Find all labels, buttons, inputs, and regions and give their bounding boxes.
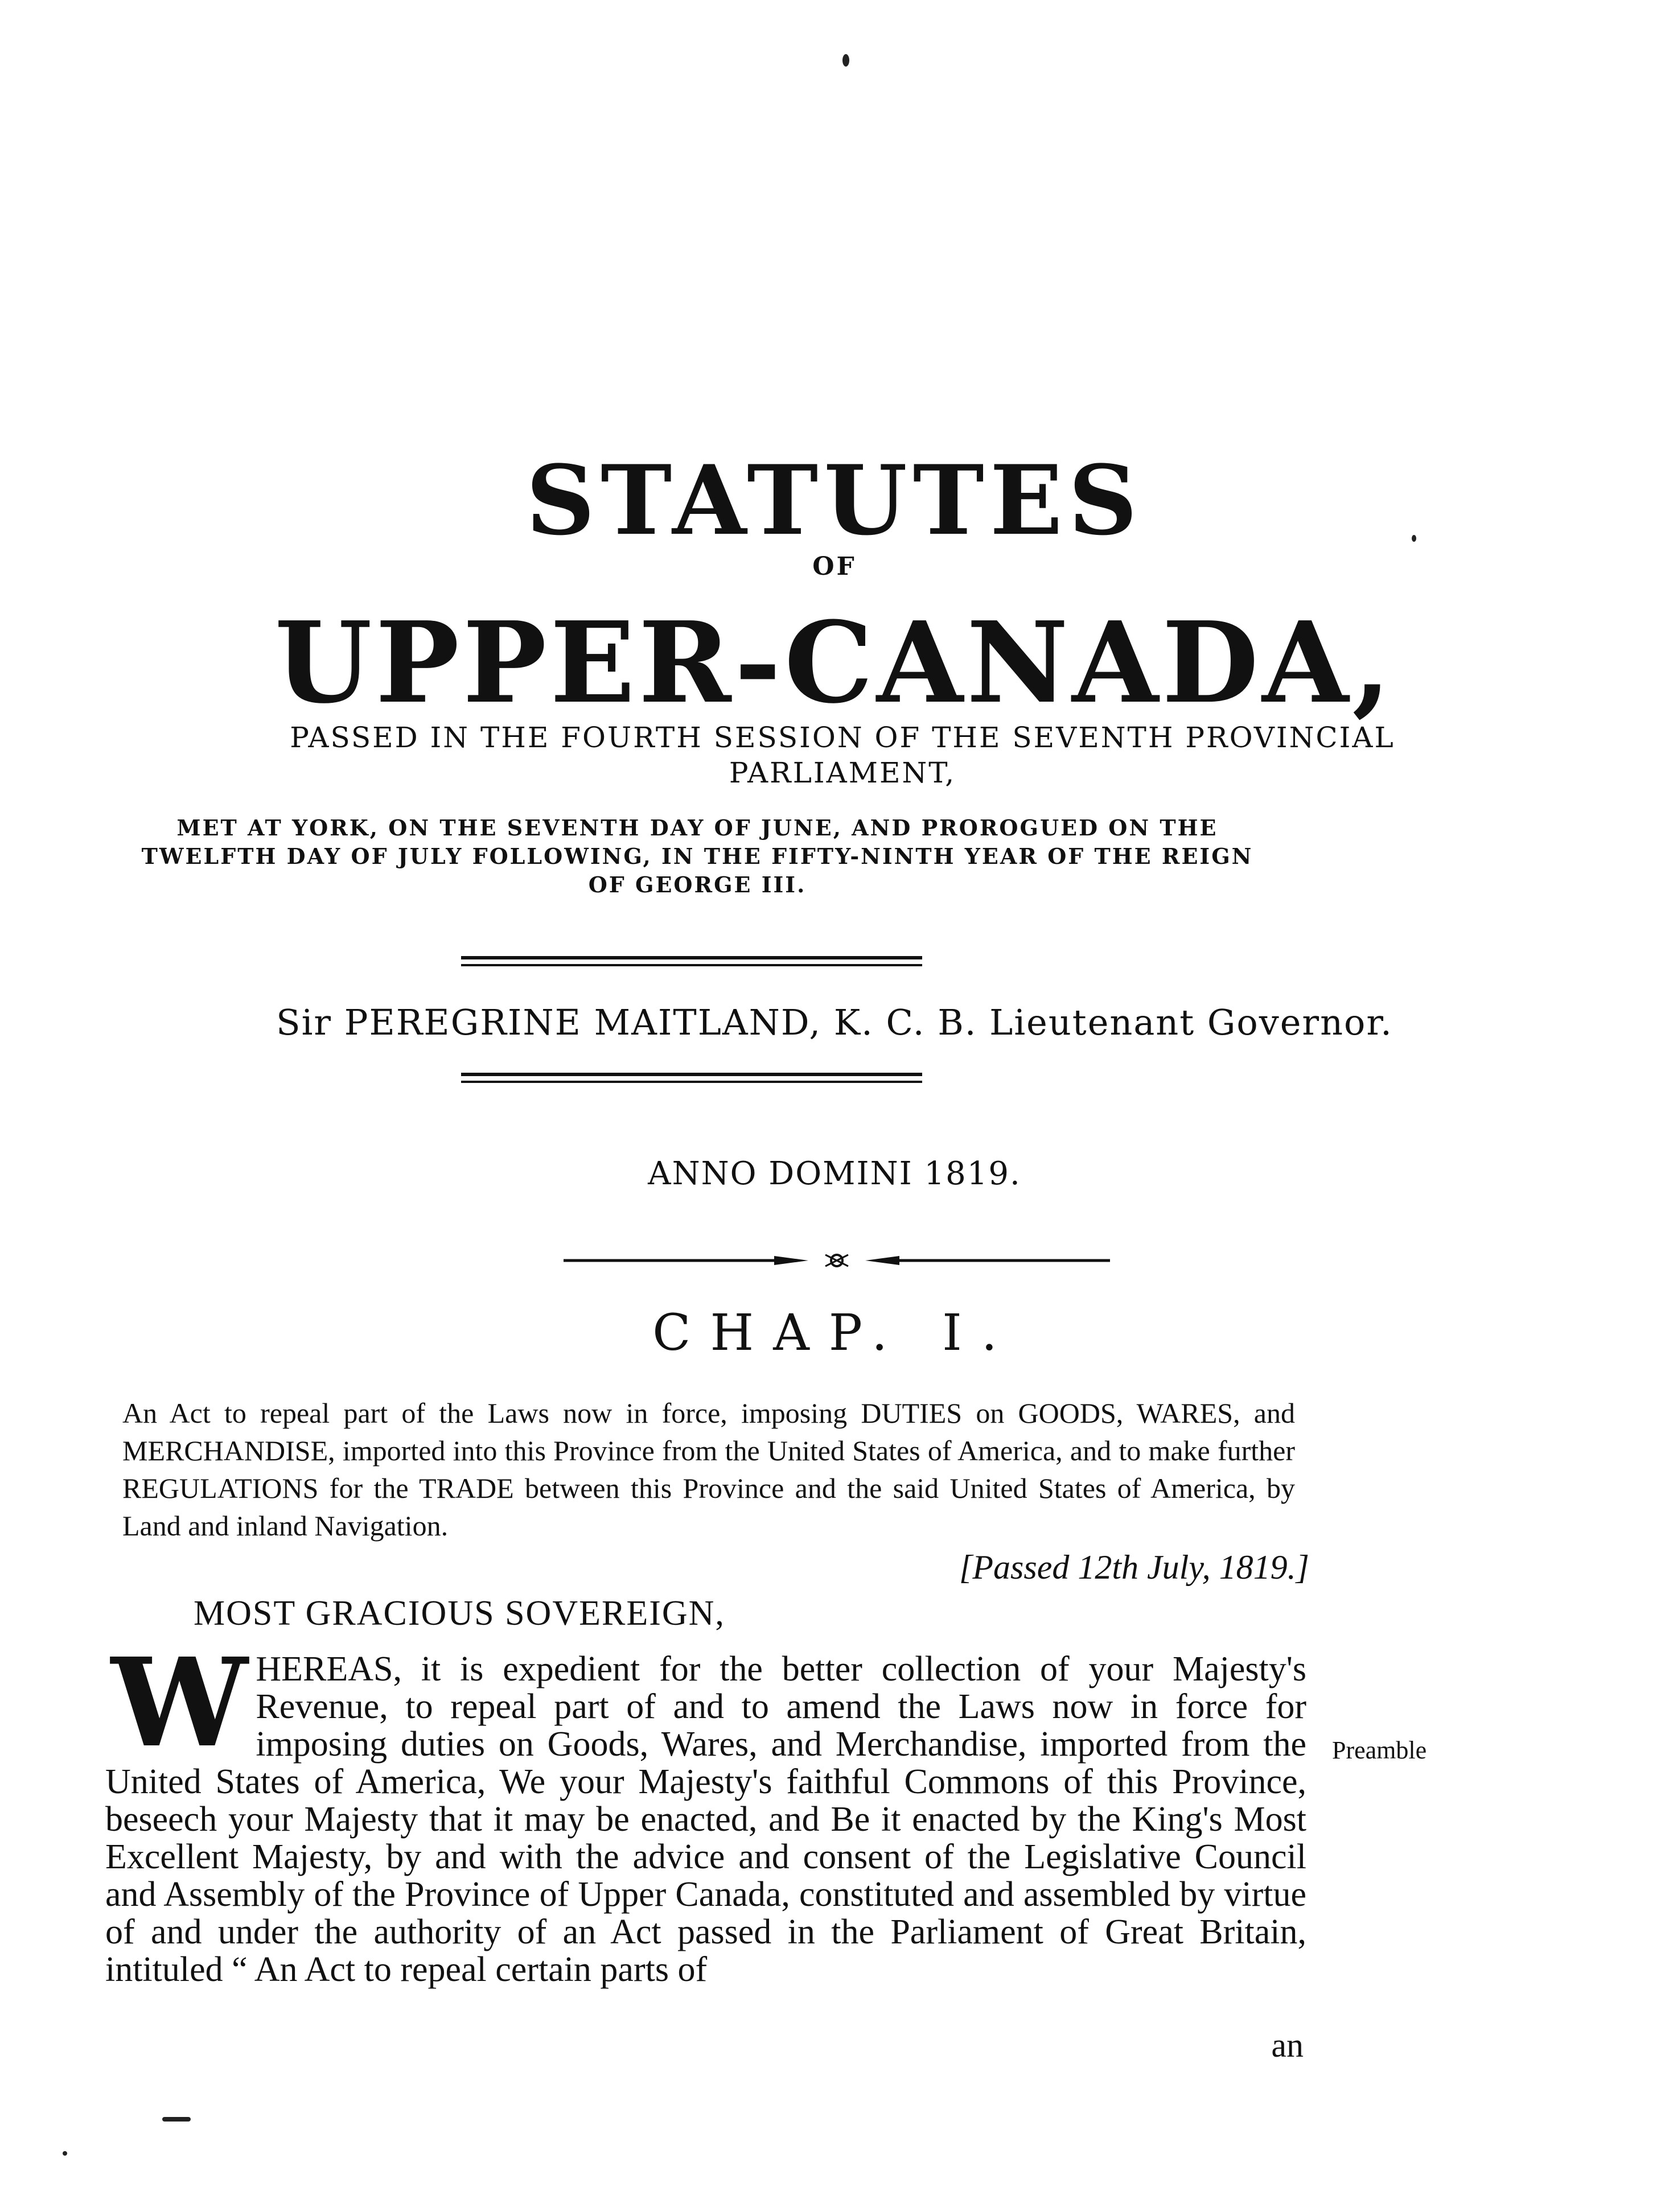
salutation: MOST GRACIOUS SOVEREIGN, — [194, 1594, 725, 1633]
ornament-divider — [558, 1249, 1116, 1272]
double-rule-bottom — [461, 1073, 922, 1086]
governor-line: Sir PEREGRINE MAITLAND, K. C. B. Lieutenant Governor. — [276, 1002, 1393, 1043]
margin-note: Preamble — [1332, 1736, 1427, 1764]
act-description: An Act to repeal part of the Laws now in force, imposing DUTIES on GOODS, WARES, and MERCHANDISE, imported into this Province from the United States of America, and to make further REGULATIONS for the TRADE between this Province and the said United States of America, by Land and inland Navigation. — [122, 1397, 1295, 1542]
title-upper-canada: UPPER-CANADA, — [274, 598, 1395, 728]
anno-domini: ANNO DOMINI 1819. — [648, 1155, 1021, 1192]
scan-speck — [63, 2151, 67, 2156]
catchword: an — [1271, 2026, 1304, 2064]
passed-date: [Passed 12th July, 1819.] — [959, 1548, 1309, 1586]
scan-speck — [842, 54, 849, 67]
scan-speck — [1412, 535, 1416, 542]
subtitle-meeting: MET AT YORK, ON THE SEVENTH DAY OF JUNE, AND PROROGUED ON THE TWELFTH DAY OF JULY FOLLOWING, IN THE FIFTY-NINTH YEAR OF THE REIGN OF GEORGE III. — [141, 815, 1253, 897]
scan-speck — [162, 2117, 191, 2122]
double-rule-top — [461, 956, 922, 970]
preamble-text: HEREAS, it is expedient for the better collection of your Majesty's Revenue, to repeal part of and to amend the Laws now in force for imposing duties on Goods, Wares, and Merchandise, imported from the United States of America, We your Majesty's faithful Commons of this Province, beseech your Majesty that it may be enacted, and Be it enacted by the King's Most Excellent Majesty, by and with the advice and consent of the Legislative Council and Assembly of the Province of Upper Canada, constituted and assembled by virtue of and under the authority of an Act passed in the Parliament of Great Britain, intituled “ An Act to repeal certain parts of — [105, 1650, 1306, 1989]
title-of: OF — [812, 552, 857, 581]
preamble-body — [105, 1632, 1306, 1989]
drop-cap: W — [111, 1632, 248, 1774]
subtitle-session: PASSED IN THE FOURTH SESSION OF THE SEVENTH PROVINCIAL PARLIAMENT, — [290, 721, 1395, 789]
chapter-heading: CHAP. I. — [652, 1303, 1017, 1362]
title-statutes: STATUTES — [525, 444, 1144, 557]
